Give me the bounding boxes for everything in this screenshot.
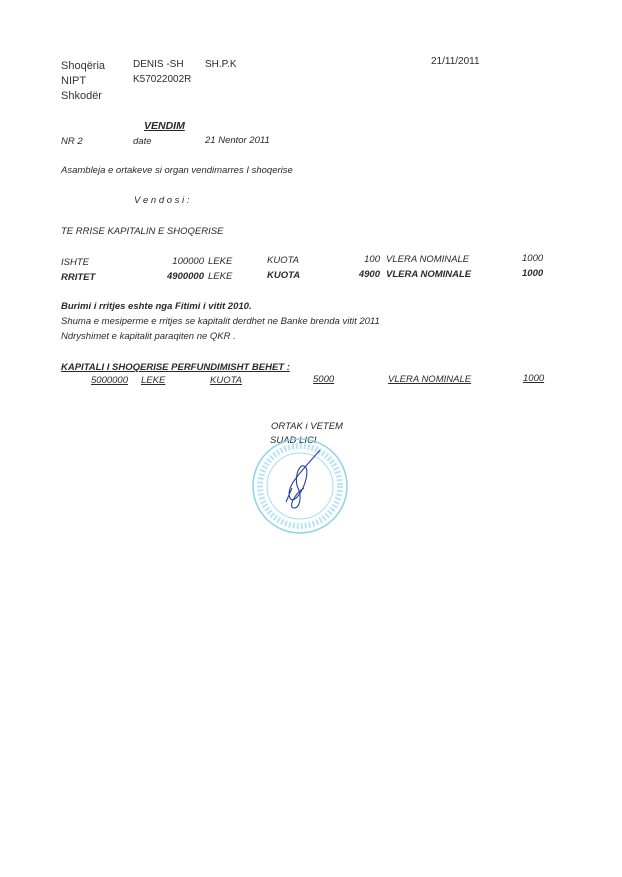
final-amount: 5000000 — [91, 375, 128, 386]
nipt-value: K57022002R — [133, 74, 192, 85]
date-value: 21 Nentor 2011 — [205, 135, 270, 146]
resolution-text: TE RRISE KAPITALIN E SHOQERISE — [61, 226, 224, 237]
city: Shkodër — [61, 90, 102, 102]
date-label: date — [133, 136, 152, 147]
page-title: VENDIM — [144, 120, 185, 132]
company-label: Shoqëria — [61, 60, 106, 72]
intro-text: Asambleja e ortakeve si organ vendimarres I shoqerise — [61, 165, 293, 176]
company-stamp-icon — [248, 436, 352, 540]
row-amount: 4900000 — [167, 271, 204, 282]
row-label: RRITET — [61, 272, 96, 283]
company-name: DENIS -SH — [133, 59, 184, 70]
signature-icon — [286, 450, 320, 508]
row-currency: LEKE — [208, 271, 233, 282]
note-source: Burimi i rritjes eshte nga Fitimi i vitit 2010. — [61, 301, 252, 312]
decision-number: NR 2 — [61, 136, 83, 147]
row-quota: 4900 — [358, 269, 380, 280]
nipt-label: NIPT — [61, 75, 87, 87]
row-quota-label: KUOTA — [267, 255, 300, 266]
row-quota: 100 — [364, 254, 380, 265]
row-nominal-label: VLERA NOMINALE — [386, 254, 470, 265]
row-amount: 100000 — [172, 256, 204, 267]
row-nominal-label: VLERA NOMINALE — [386, 269, 472, 280]
row-currency: LEKE — [208, 256, 233, 267]
company-type: SH.P.K — [205, 59, 237, 70]
decides-heading: V e n d o s i : — [134, 195, 190, 206]
row-label: ISHTE — [61, 257, 89, 268]
note-deposit: Shuma e mesiperme e rritjes se kapitalit derdhet ne Banke brenda vitit 2011 — [61, 316, 380, 327]
final-currency: LEKE — [141, 375, 166, 386]
row-quota-label: KUOTA — [267, 270, 301, 281]
final-quota-label: KUOTA — [210, 375, 243, 386]
row-nominal: 1000 — [522, 253, 544, 264]
document-date: 21/11/2011 — [431, 56, 480, 67]
note-qkr: Ndryshimet e kapitalit paraqiten ne QKR . — [61, 331, 236, 342]
final-heading: KAPITALI I SHOQERISE PERFUNDIMISHT BEHET : — [61, 362, 290, 373]
final-nominal: 1000 — [523, 373, 545, 384]
signatory-role: ORTAK i VETEM — [271, 421, 343, 432]
final-nominal-label: VLERA NOMINALE — [388, 374, 472, 385]
row-nominal: 1000 — [522, 268, 544, 279]
signatory-name: SUAD LICI — [270, 435, 317, 446]
final-quota: 5000 — [313, 374, 335, 385]
